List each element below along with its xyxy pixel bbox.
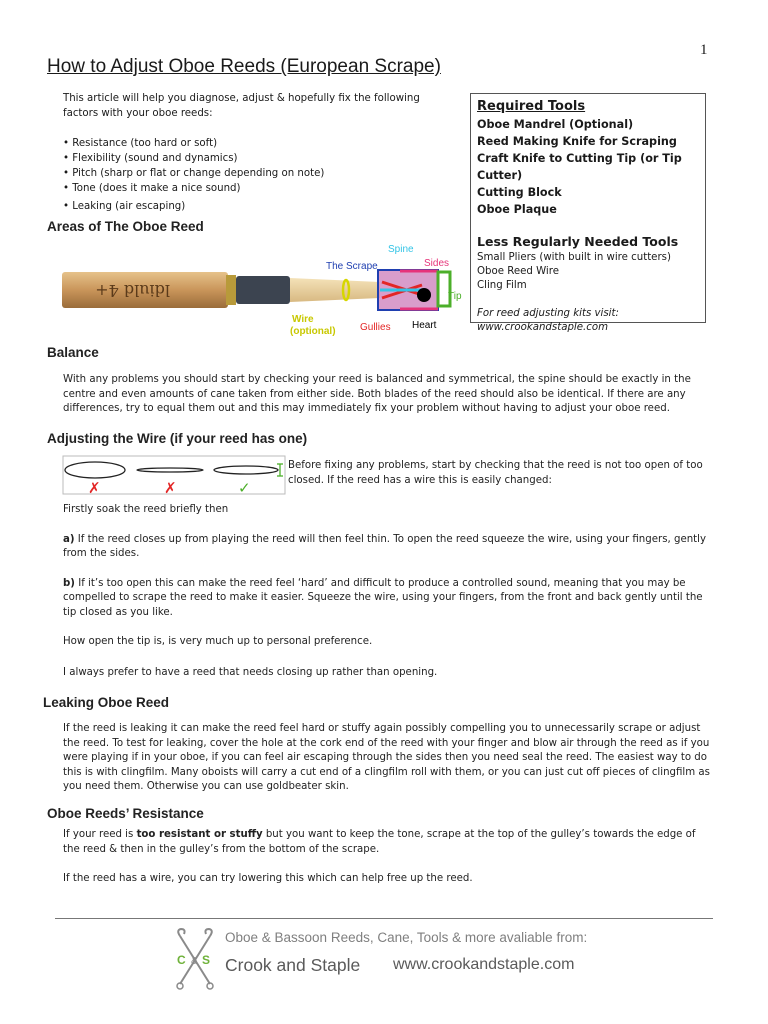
cane-body bbox=[290, 278, 380, 302]
resistance-heading: Oboe Reeds’ Resistance bbox=[47, 806, 204, 821]
preference-paragraph: How open the tip is, is very much up to personal preference. bbox=[63, 636, 373, 647]
page-number: 1 bbox=[700, 42, 708, 58]
resistance-paragraph bbox=[63, 828, 713, 857]
wire-intro bbox=[288, 459, 718, 501]
tools-box bbox=[470, 93, 706, 333]
logo-letter-c: C bbox=[177, 953, 186, 967]
staple-ring bbox=[226, 275, 236, 305]
required-tools-heading: Required Tools bbox=[477, 99, 586, 114]
less-tool-item: Cling Film bbox=[477, 280, 527, 291]
label-scrape: The Scrape bbox=[326, 261, 378, 272]
kit-note bbox=[477, 307, 699, 335]
label-sides: Sides bbox=[424, 258, 450, 269]
cork-text: ldiuld 4+ bbox=[95, 281, 170, 300]
logo-letter-s: S bbox=[202, 953, 211, 967]
page-title: How to Adjust Oboe Reeds (European Scrape) bbox=[47, 56, 441, 77]
step-a-label: a) bbox=[63, 533, 75, 545]
reed-opening-diagram bbox=[62, 455, 286, 497]
kit-url[interactable]: www.crookandstaple.com bbox=[477, 322, 609, 333]
resistance-pre: If your reed is bbox=[63, 829, 137, 840]
resistance-emphasis: too resistant or stuffy bbox=[136, 829, 263, 840]
crook-and-staple-logo bbox=[172, 928, 218, 992]
logo-ampersand: & bbox=[191, 956, 198, 967]
closing-preference-paragraph: I always prefer to have a reed that needs closing up rather than opening. bbox=[63, 666, 438, 678]
too-closed-reed bbox=[137, 468, 203, 472]
step-a-text: If the reed closes up from playing the reed will then feel thin. To open the reed squeeze the wire, using your fingers, gently from the sides. bbox=[63, 533, 707, 559]
balance-text bbox=[63, 373, 713, 430]
factor-item: • Flexibility (sound and dynamics) bbox=[63, 153, 238, 164]
too-open-reed bbox=[65, 462, 125, 478]
areas-heading: Areas of The Oboe Reed bbox=[47, 219, 204, 234]
label-spine: Spine bbox=[388, 244, 414, 255]
wire-heading: Adjusting the Wire (if your reed has one) bbox=[47, 431, 308, 446]
label-heart: Heart bbox=[412, 320, 437, 331]
less-tools-heading: Less Regularly Needed Tools bbox=[477, 234, 679, 249]
correct-reed bbox=[214, 466, 278, 474]
required-tool-item: Reed Making Knife for Scraping bbox=[477, 135, 677, 148]
leaking-paragraph: If the reed is leaking it can make the reed feel hard or stuffy again possibly compelling you to unnecessarily scrape or adjust the reed. To test for leaking, cover the hole at the cork end of the reed with your finger and blow air through the reed as if you were playing if in your oboe, if you can feel air escaping through the sides then you need seal the reed. The easiest way to do this is with clingfilm. Many oboists will carry a cut end of a clingfilm roll with them, or you can just cut off pieces of clingfilm as you need them. Otherwise you can use goldbeater skin. bbox=[63, 723, 710, 792]
leaking-heading: Leaking Oboe Reed bbox=[43, 695, 170, 710]
resistance-wire-paragraph: If the reed has a wire, you can try lowering this which can help free up the reed. bbox=[63, 873, 473, 884]
required-tool-item: Oboe Mandrel (Optional) bbox=[477, 118, 634, 131]
heart-mark bbox=[417, 288, 431, 302]
less-tool-item: Small Pliers (with built in wire cutters) bbox=[477, 252, 671, 263]
reed-diagram bbox=[60, 240, 465, 340]
factor-item: • Pitch (sharp or flat or change depending on note) bbox=[63, 168, 325, 179]
label-wire: Wire bbox=[292, 314, 314, 325]
resistance-post: but you want to keep the tone, scrape at the top of the gulley’s towards the edge of the reed & then in the gulley’s from the bottom of the scrape. bbox=[63, 829, 696, 855]
step-a-paragraph bbox=[63, 533, 713, 562]
balance-paragraph: With any problems you should start by checking your reed is balanced and symmetrical, the spine should be exactly in the centre and even amounts of cane taken from either side. Both blades of the reed should also be identical. If there are any differences, try to equal them out and this may immediately fix your problem without having to adjust your oboe reed. bbox=[63, 374, 691, 414]
crook-hook bbox=[205, 929, 211, 936]
soak-paragraph: Firstly soak the reed briefly then bbox=[63, 504, 229, 515]
label-tip: Tip bbox=[448, 291, 462, 302]
factor-item: • Resistance (too hard or soft) bbox=[63, 138, 218, 149]
thread-binding bbox=[236, 276, 290, 304]
label-gullies: Gullies bbox=[360, 322, 391, 333]
step-b-label: b) bbox=[63, 577, 75, 589]
wire-instructions bbox=[63, 503, 713, 693]
kit-note-line: For reed adjusting kits visit: bbox=[477, 308, 619, 319]
cross-mark-icon: ✗ bbox=[88, 479, 101, 497]
label-wire-optional: (optional) bbox=[290, 326, 336, 337]
required-tool-item: Oboe Plaque bbox=[477, 203, 557, 216]
resistance-text bbox=[63, 828, 713, 900]
factor-item: • Leaking (air escaping) bbox=[63, 201, 186, 212]
footer-tagline: Oboe & Bassoon Reeds, Cane, Tools & more avaliable from: bbox=[225, 930, 588, 945]
intro-text bbox=[63, 92, 443, 133]
factor-item: • Tone (does it make a nice sound) bbox=[63, 183, 241, 194]
footer-brand: Crook and Staple bbox=[225, 955, 361, 975]
leaking-text bbox=[63, 722, 713, 808]
wire-intro-paragraph: Before fixing any problems, start by checking that the reed is not too open of too closed. If the reed has a wire this is easily changed: bbox=[288, 460, 703, 486]
crook-hook bbox=[178, 929, 184, 936]
footer-divider bbox=[55, 918, 713, 919]
less-tool-item: Oboe Reed Wire bbox=[477, 266, 559, 277]
factor-list bbox=[63, 136, 324, 214]
cross-mark-icon: ✗ bbox=[164, 479, 177, 497]
required-tool-item: Craft Knife to Cutting Tip (or Tip Cutter) bbox=[477, 152, 682, 182]
step-b-paragraph bbox=[63, 577, 713, 621]
balance-heading: Balance bbox=[47, 345, 99, 360]
check-mark-icon: ✓ bbox=[238, 479, 251, 497]
required-tool-item: Cutting Block bbox=[477, 186, 562, 199]
step-b-text: If it’s too open this can make the reed feel ‘hard’ and difficult to produce a controlled sound, meaning that you may be compelled to scrape the reed to make it easier. Squeeze the wire, using your fingers, from the front and back gently until the tip closed as you like. bbox=[63, 577, 703, 618]
intro-paragraph: This article will help you diagnose, adjust & hopefully fix the following factors with your oboe reeds: bbox=[63, 93, 420, 119]
footer-url[interactable]: www.crookandstaple.com bbox=[393, 956, 575, 973]
